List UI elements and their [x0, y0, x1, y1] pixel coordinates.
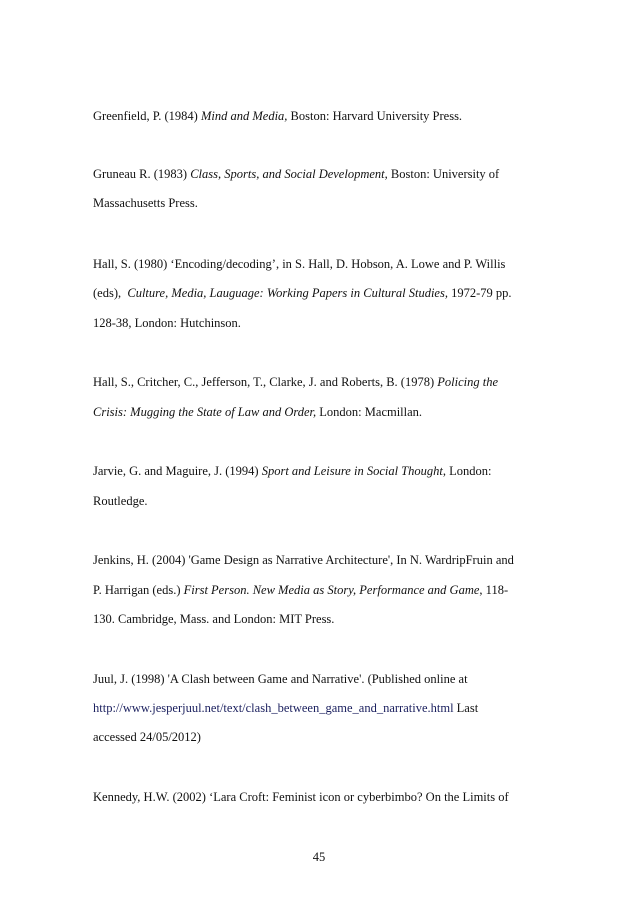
reference-jenkins-line-3: 130. Cambridge, Mass. and London: MIT Press.	[93, 612, 335, 626]
reference-greenfield-line-1: Greenfield, P. (1984) Mind and Media, Boston: Harvard University Press.	[93, 109, 463, 123]
page-number: 45	[312, 850, 326, 864]
reference-jenkins-line-2: P. Harrigan (eds.) First Person. New Media as Story, Performance and Game, 118-	[93, 583, 509, 597]
reference-gruneau-line-2: Massachusetts Press.	[93, 196, 198, 210]
reference-hall-1980-line-1: Hall, S. (1980) ‘Encoding/decoding’, in S. Hall, D. Hobson, A. Lowe and P. Willis	[93, 257, 506, 271]
reference-jenkins-line-1: Jenkins, H. (2004) 'Game Design as Narrative Architecture', In N. WardripFruin and	[93, 553, 514, 567]
reference-hall-1980-line-2: (eds), Culture, Media, Lauguage: Working Papers in Cultural Studies, 1972-79 pp.	[93, 286, 512, 300]
reference-kennedy-line-1: Kennedy, H.W. (2002) ‘Lara Croft: Feminist icon or cyberbimbo? On the Limits of	[93, 790, 509, 804]
reference-jarvie-line-2: Routledge.	[93, 494, 148, 508]
juul-article-link[interactable]: http://www.jesperjuul.net/text/clash_between_game_and_narrative.html	[93, 701, 454, 715]
reference-juul-line-3: accessed 24/05/2012)	[93, 730, 201, 744]
reference-hall-1980-line-3: 128-38, London: Hutchinson.	[93, 316, 241, 330]
reference-hall-1978-line-2: Crisis: Mugging the State of Law and Order, London: Macmillan.	[93, 405, 423, 419]
reference-hall-1978-line-1: Hall, S., Critcher, C., Jefferson, T., Clarke, J. and Roberts, B. (1978) Policing the	[93, 375, 498, 389]
reference-gruneau-line-1: Gruneau R. (1983) Class, Sports, and Social Development, Boston: University of	[93, 167, 500, 181]
reference-jarvie-line-1: Jarvie, G. and Maguire, J. (1994) Sport and Leisure in Social Thought, London:	[93, 464, 492, 478]
reference-juul-line-2: http://www.jesperjuul.net/text/clash_between_game_and_narrative.html Last	[93, 701, 479, 715]
reference-juul-line-1: Juul, J. (1998) 'A Clash between Game and Narrative'. (Published online at	[93, 672, 468, 686]
